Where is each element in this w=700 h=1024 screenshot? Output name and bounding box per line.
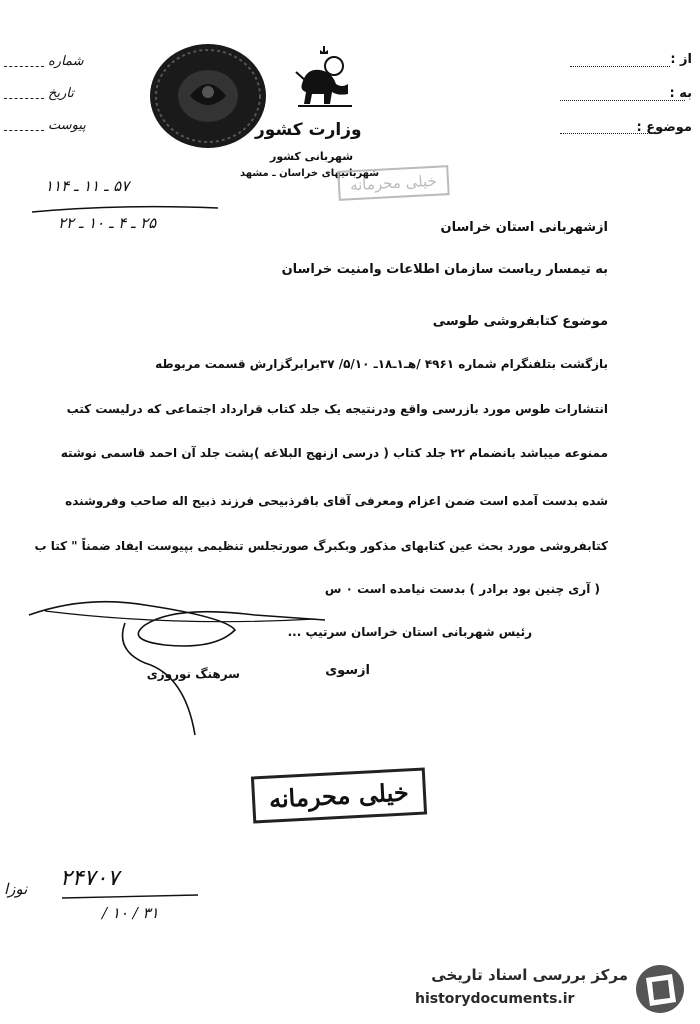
- watermark-title: مرکز بررسی اسناد تاریخی: [431, 966, 628, 984]
- confidential-stamp: خیلی محرمانه: [251, 767, 427, 823]
- handwritten-note-number: ۲۴۷۰۷: [60, 866, 120, 891]
- lion-and-sun-emblem-icon: [292, 44, 358, 114]
- field-number-label: شماره: [48, 54, 84, 69]
- paragraph-line-6: ( آری چنین بود برادر ) بدست نیامده است ٠ س: [324, 582, 600, 596]
- on-behalf: ازسوی: [325, 663, 370, 678]
- paragraph-line-5: کتابفروشی مورد بحث عین کتابهای مذکور وبکبرگ صورتجلس تنظیمی بپیوست ایفاد ضمناً " کتا ب: [34, 539, 608, 553]
- handwritten-note-side: نوزا: [4, 880, 28, 898]
- ministry-title: وزارت کشور: [255, 120, 362, 140]
- watermark-logo-icon: [632, 962, 688, 1016]
- letter-subject: موضوع کتابفروشی طوسی: [432, 314, 608, 329]
- sub-org: شهربانی کشور: [270, 150, 354, 163]
- faded-stamp: خیلی محرمانه: [337, 165, 449, 201]
- handwritten-note-underline: [60, 892, 200, 902]
- sub-org-unit: شهربانیهای خراسان ـ مشهد: [240, 168, 380, 179]
- field-date-line: [4, 98, 44, 99]
- watermark-url: historydocuments.ir: [415, 991, 575, 1007]
- field-to-line: [560, 100, 685, 101]
- paragraph-line-1: بازگشت بتلفنگرام شماره ۴۹۶۱ /هـ۱ـ۱۸ـ ۵/۱۰/ ۳۷برابرگزارش قسمت مربوطه: [155, 357, 608, 371]
- seal-emblem-icon: [148, 42, 268, 150]
- field-from-label: از :: [670, 52, 692, 67]
- paragraph-line-4: شده بدست آمده است ضمن اعزام ومعرفی آقای باقرذبیحی فرزند ذبیح اله صاحب وفروشنده: [65, 494, 608, 508]
- field-date-label: تاریخ: [48, 86, 74, 101]
- reference-underline: [30, 202, 220, 216]
- letter-to: به تیمسار ریاست سازمان اطلاعات وامنیت خراسان: [281, 262, 608, 277]
- field-subject-label: موضوع :: [636, 120, 692, 135]
- field-attachment-label: پیوست: [48, 118, 86, 133]
- field-from-line: [570, 66, 670, 67]
- field-number-line: [4, 66, 44, 67]
- field-to-label: به :: [669, 86, 692, 101]
- letter-from: ازشهربانی استان خراسان: [440, 220, 608, 235]
- paragraph-line-3: ممنوعه میباشد بانضمام ۲۲ جلد کتاب ( درسی ازنهج البلاغه )پشت جلد آن احمد قاسمی نوشته: [60, 446, 608, 460]
- signer-name: سرهنگ نوروزی: [146, 667, 240, 681]
- handwritten-signature: [25, 575, 345, 740]
- handwritten-note-date: ۳۱ / ۱۰ /: [102, 904, 159, 922]
- paragraph-line-2: انتشارات طوس مورد بازرسی واقع ودرنتیجه یک جلد کتاب قرارداد اجتماعی که درلیست کتب: [66, 402, 608, 416]
- reference-number: ۵۷ ـ ۱۱ ـ ۱۱۴: [45, 177, 130, 195]
- reference-date: ۲۵ ـ ۴ ـ ۱۰ ـ ۲۲: [58, 214, 157, 232]
- field-attachment-line: [4, 130, 44, 131]
- field-subject-line: [560, 133, 650, 134]
- signature-line: رئیس شهربانی استان خراسان سرتیپ ...: [287, 625, 532, 639]
